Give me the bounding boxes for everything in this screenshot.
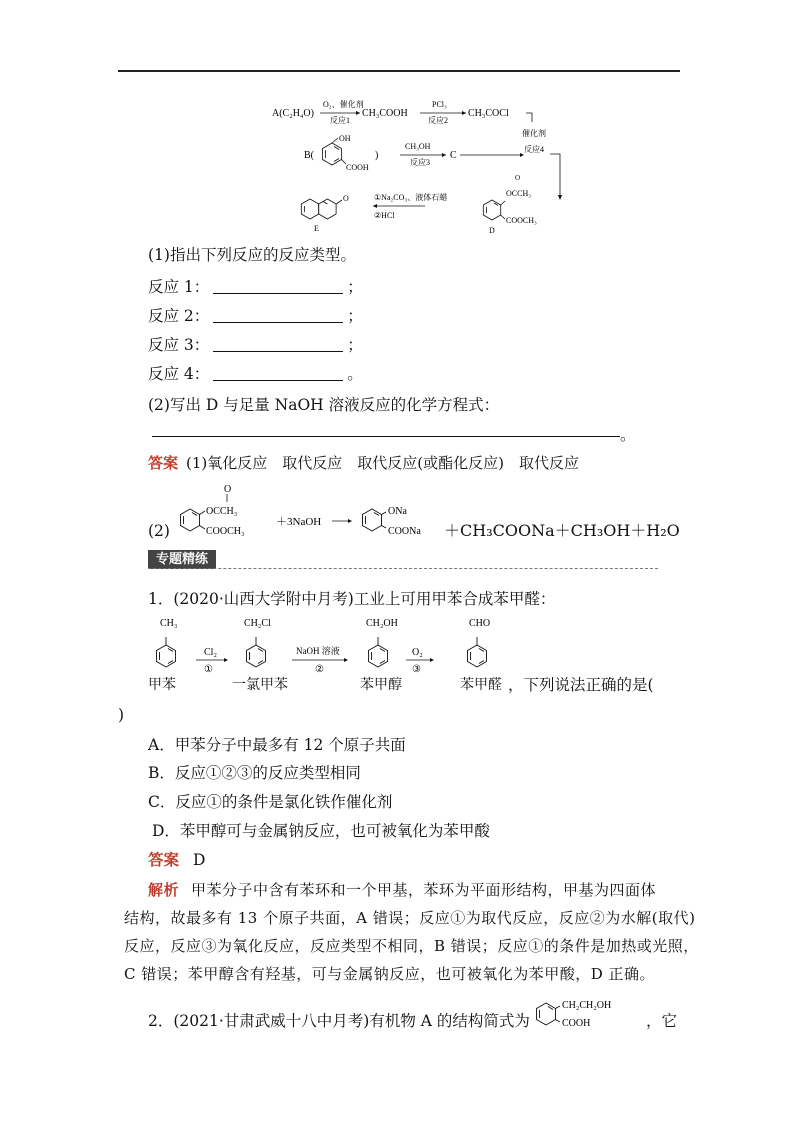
answer-blank-2[interactable]	[213, 306, 343, 323]
aldehyde-cho: CHO	[469, 618, 491, 629]
eq-coona: COONa	[388, 526, 421, 537]
r1-label: 反应1	[330, 116, 350, 125]
coumarin-structure	[301, 199, 342, 219]
fill-label-4: 反应 4：	[148, 365, 210, 383]
eq-o: O	[224, 484, 232, 495]
b-cooh: COOH	[346, 163, 369, 172]
benzaldehyde-structure	[455, 612, 505, 672]
fill-label-2: 反应 2：	[148, 307, 210, 325]
eq-products: ＋CH₃COONa＋CH₃OH＋H₂O	[444, 521, 680, 540]
fill-row-4: 反应 4： 。	[148, 365, 363, 383]
answer-blank-1[interactable]	[213, 277, 343, 294]
coumarin-o: O	[343, 194, 349, 203]
fill-label-1: 反应 1：	[148, 278, 210, 296]
equation-structures	[172, 478, 462, 540]
step3-num: ③	[412, 664, 421, 675]
step2-reagent: NaOH 溶液	[296, 646, 340, 656]
answer-line-end: 。	[620, 426, 636, 444]
compound-a: A(C₂H₄O)	[272, 108, 314, 119]
eq-prefix: (2)	[148, 522, 170, 540]
d-cooch3: COOCH₃	[506, 216, 537, 225]
header-rule	[118, 70, 680, 72]
step1-num: ①	[204, 664, 213, 675]
r2-label: 反应2	[428, 116, 448, 125]
q2-sub-cooh: COOH	[562, 1018, 591, 1029]
chloride-ch2cl: CH₂Cl	[244, 618, 271, 629]
name-benzyl-alcohol: 苯甲醇	[360, 677, 402, 693]
eq-occh3: OCCH₃	[206, 506, 238, 517]
answer-block-1	[148, 452, 579, 474]
q1-stem-tail: ，下列说法正确的是(	[508, 676, 654, 694]
r5-step1: ①Na₂CO₃、液体石蜡	[374, 193, 448, 202]
fill-row-2: 反应 2： ；	[148, 307, 363, 325]
name-benzaldehyde: 苯甲醛	[460, 677, 502, 693]
section-header	[148, 550, 658, 570]
answer-label: 答案	[148, 454, 179, 472]
option-a[interactable]: A．甲苯分子中最多有 12 个原子共面	[148, 736, 406, 754]
question-part2: (2)写出 D 与足量 NaOH 溶液反应的化学方程式：	[148, 396, 500, 414]
reaction-scheme	[270, 92, 570, 237]
section-title: 专题精练	[148, 550, 216, 569]
name-toluene: 甲苯	[148, 677, 176, 693]
b-close: )	[375, 150, 379, 161]
d-o: O	[515, 174, 521, 182]
option-b[interactable]: B．反应①②③的反应类型相同	[148, 764, 361, 782]
compound-e: E	[314, 224, 319, 233]
q1-explanation	[124, 876, 699, 988]
r4-label: 反应4	[524, 145, 544, 154]
eq-ona: ONa	[388, 506, 407, 517]
step3-reagent: O₂	[412, 647, 423, 658]
r1-condition: O₂、催化剂	[323, 100, 364, 109]
explanation-line-4: C 错误；苯甲醇含有羟基，可与金属钠反应，也可被氧化为苯甲酸，D 正确。	[124, 965, 656, 983]
d-occh3: OCCH₃	[506, 189, 532, 198]
compound-d: D	[489, 226, 495, 235]
acetyl-chloride: CH₃COCl	[468, 108, 509, 119]
step2-num: ②	[315, 664, 324, 675]
r3-condition: CH₃OH	[405, 142, 431, 151]
name-benzyl-chloride: 一氯甲苯	[232, 677, 288, 693]
q2-stem-tail: ，它	[646, 1012, 678, 1030]
answer-blank-3[interactable]	[213, 335, 343, 352]
q1-answer-label: 答案	[148, 850, 180, 869]
q1-paren-close: )	[118, 706, 125, 724]
q2-structure	[530, 994, 660, 1034]
option-d[interactable]: D．苯甲醇可与金属钠反应，也可被氧化为苯甲酸	[152, 822, 490, 840]
r3-label: 反应3	[410, 158, 430, 167]
compound-b-label: B(	[304, 150, 314, 161]
toluene-scheme	[140, 612, 460, 692]
explanation-line-3: 反应，反应③为氧化反应，反应类型不相同，B 错误；反应①的条件是加热或光照，	[124, 937, 699, 955]
q1-answer-value: D	[193, 851, 206, 869]
q2-sub-ch2ch2oh: CH₂CH₂OH	[562, 1000, 612, 1011]
step1-reagent: Cl₂	[204, 647, 217, 658]
compound-c: C	[450, 150, 457, 161]
question-part1: (1)指出下列反应的反应类型。	[148, 246, 356, 264]
r5-step2: ②HCl	[374, 211, 395, 220]
answer-text: (1)氧化反应 取代反应 取代反应(或酯化反应) 取代反应	[186, 454, 579, 472]
eq-cooch3: COOCH₃	[206, 526, 245, 537]
fill-row-1: 反应 1： ；	[148, 278, 363, 296]
answer-line-part2[interactable]	[152, 436, 620, 437]
r2-condition: PCl₃	[432, 100, 447, 109]
fill-label-3: 反应 3：	[148, 336, 210, 354]
r4-condition: 催化剂	[522, 129, 546, 138]
answer-blank-4[interactable]	[213, 364, 343, 381]
fill-row-3: 反应 3： ；	[148, 336, 363, 354]
b-oh: OH	[339, 134, 351, 143]
arrow-r4	[526, 113, 532, 122]
option-c[interactable]: C．反应①的条件是氯化铁作催化剂	[148, 793, 393, 811]
explanation-line-2: 结构，故最多有 13 个原子共面，A 错误；反应①为取代反应，反应②为水解(取代)	[124, 909, 696, 927]
explanation-line-1: 解析 甲苯分子中含有苯环和一个甲基，苯环为平面形结构，甲基为四面体	[148, 881, 657, 899]
q1-answer	[148, 849, 205, 871]
toluene-ch3: CH₃	[160, 618, 178, 629]
compound-d-ring	[483, 200, 505, 220]
acetic-acid: CH₃COOH	[362, 108, 408, 119]
eq-plus-naoh: ＋3NaOH	[276, 516, 322, 528]
explanation-label: 解析	[148, 881, 180, 899]
q1-stem: 1．(2020·山西大学附中月考)工业上可用甲苯合成苯甲醛：	[148, 590, 556, 608]
q2-stem: 2．(2021·甘肃武威十八中月考)有机物 A 的结构简式为	[148, 1012, 530, 1030]
alcohol-ch2oh: CH₂OH	[366, 618, 398, 629]
